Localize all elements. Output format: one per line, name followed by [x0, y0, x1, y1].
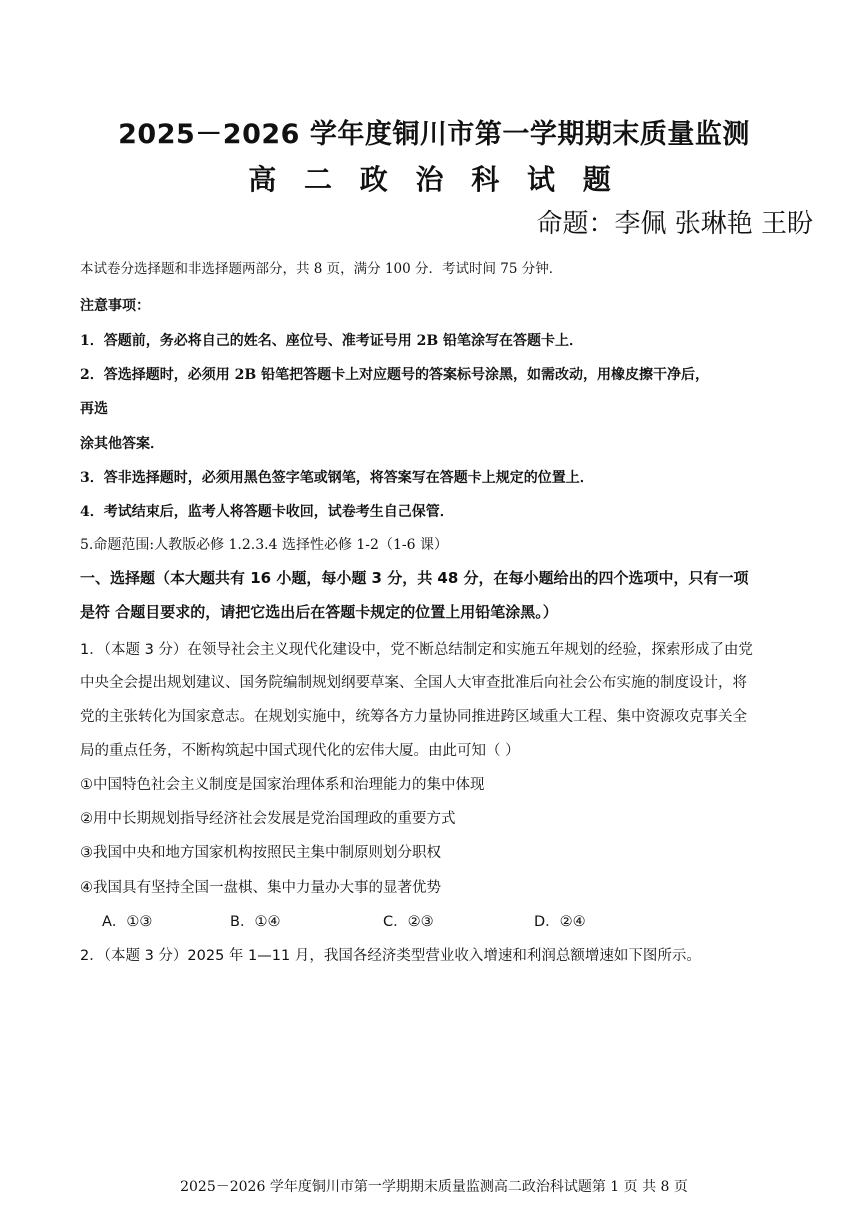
exam-title: 2025－2026 学年度铜川市第一学期期末质量监测: [118, 119, 750, 150]
statement-3: ③我国中央和地方国家机构按照民主集中制原则划分职权: [80, 845, 441, 861]
statement-4: ④我国具有坚持全国一盘棋、集中力量办大事的显著优势: [80, 880, 441, 896]
question-1-line: 中央全会提出规划建议、国务院编制规划纲要草案、全国人大审查批准后向社会公布实施的制度设计，将: [80, 675, 747, 691]
section-heading-cont: 是符 合题目要求的，请把它选出后在答题卡规定的位置上用铅笔涂黑。）: [80, 603, 558, 621]
question-2-text: 2．（本题 3 分）2025 年 1—11 月，我国各经济类型营业收入增速和利润总额增速如下图所示。: [80, 948, 701, 964]
authors-line: 命题：李佩 张琳艳 王盼: [536, 209, 813, 239]
section-heading: 一、选择题（本大题共有 16 小题，每小题 3 分，共 48 分，在每小题给出的四个选项中，只有一项: [80, 569, 749, 587]
page-footer: 2025－2026 学年度铜川市第一学期期末质量监测高二政治科试题第 1 页 共 8 页: [180, 1179, 688, 1195]
exam-scope: 5.命题范围:人教版必修 1.2.3.4 选择性必修 1-2（1-6 课）: [80, 537, 448, 553]
note-item: 再选: [80, 401, 108, 417]
intro-text: 本试卷分选择题和非选择题两部分，共 8 页，满分 100 分．考试时间 75 分钟．: [80, 261, 563, 277]
notes-heading: 注意事项：: [80, 298, 150, 314]
note-item: 1．答题前，务必将自己的姓名、座位号、准考证号用 2B 铅笔涂写在答题卡上．: [80, 333, 584, 349]
option-b: B．①④: [230, 914, 281, 930]
option-c: C．②③: [383, 914, 434, 930]
question-1-line: 1．（本题 3 分）在领导社会主义现代化建设中，党不断总结制定和实施五年规划的经验，探索形成了由党: [80, 642, 753, 658]
note-item: 4．考试结束后，监考人将答题卡收回，试卷考生自己保管．: [80, 504, 454, 520]
option-a: A．①③: [102, 914, 153, 930]
question-1-line: 局的重点任务，不断构筑起中国式现代化的宏伟大厦。由此可知（ ）: [80, 743, 520, 759]
option-d: D．②④: [534, 914, 586, 930]
exam-subtitle: 高 二 政 治 科 试 题: [248, 163, 620, 196]
note-item: 涂其他答案．: [80, 436, 164, 452]
question-1-line: 党的主张转化为国家意志。在规划实施中，统筹各方力量协同推进跨区域重大工程、集中资源攻克事关全: [80, 709, 747, 725]
note-item: 3．答非选择题时，必须用黑色签字笔或钢笔，将答案写在答题卡上规定的位置上．: [80, 470, 594, 486]
note-item: 2．答选择题时，必须用 2B 铅笔把答题卡上对应题号的答案标号涂黑，如需改动，用橡皮擦干净后，: [80, 367, 710, 383]
statement-1: ①中国特色社会主义制度是国家治理体系和治理能力的集中体现: [80, 777, 485, 793]
statement-2: ②用中长期规划指导经济社会发展是党治国理政的重要方式: [80, 811, 456, 827]
